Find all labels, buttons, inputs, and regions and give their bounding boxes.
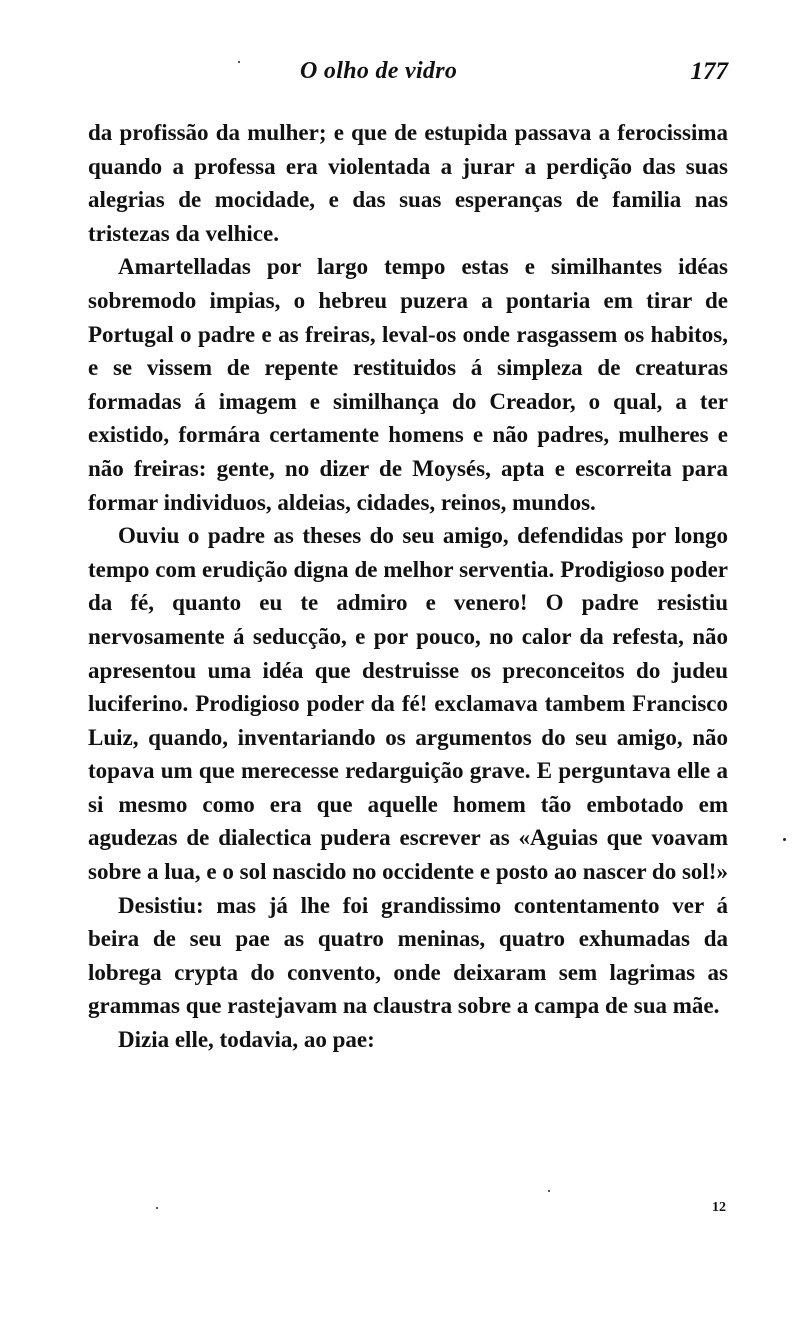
body-text: [88, 116, 728, 1057]
scan-speck: [548, 1190, 550, 1192]
paragraph-2: Amartelladas por largo tempo estas e similhantes idéas sobremodo impias, o hebreu puzera a pontaria em tirar de Portugal o padre e as freiras, leval-os onde rasgassem os habitos, e se vissem de repente restituidos á simpleza de creaturas formadas á imagem e similhança do Creador, o qual, a ter existido, formára certamente homens e não padres, mulheres e não freiras: gente, no dizer de Moysés, apta e escorreita para formar individuos, aldeias, cidades, reinos, mundos.: [88, 254, 728, 515]
scan-speck: [156, 1207, 158, 1209]
printer-signature-mark: 12: [712, 1200, 726, 1215]
paragraph-3: Ouviu o padre as theses do seu amigo, defendidas por longo tempo com erudição digna de melhor serventia. Prodigioso poder da fé, quanto eu te admiro e venero! O padre resistiu nervosamente á seducção, e por pouco, no calor da refesta, não apresentou uma idéa que destruisse os preconceitos do judeu luciferino. Prodigioso poder da fé! exclamava tambem Francisco Luiz, quando, inventariando os argumentos do seu amigo, não topava um que merecesse redarguição grave. E perguntava elle a si mesmo como era que aquelle homem tão embotado em agudezas de dialectica pudera escrever as «Aguias que voavam sobre a lua, e o sol nascido no occidente e posto ao nascer do sol!»: [88, 523, 728, 885]
paragraph-5: Dizia elle, todavia, ao pae:: [118, 1027, 375, 1053]
page-header: [88, 58, 728, 92]
page-number: 177: [690, 58, 728, 85]
running-title: O olho de vidro: [300, 58, 458, 84]
paragraph-1: da profissão da mulher; e que de estupida passava a ferocissima quando a professa era violentada a jurar a perdição das suas alegrias de mocidade, e das suas esperanças de familia nas tristezas da velhice.: [88, 120, 728, 246]
paragraph-4: Desistiu: mas já lhe foi grandissimo contentamento ver á beira de seu pae as quatro meninas, quatro exhumadas da lobrega crypta do convento, onde deixaram sem lagrimas as grammas que rastejavam na claustra sobre a campa de sua mãe.: [88, 892, 728, 1019]
scan-speck: [783, 838, 786, 841]
scan-speck: [238, 61, 240, 63]
